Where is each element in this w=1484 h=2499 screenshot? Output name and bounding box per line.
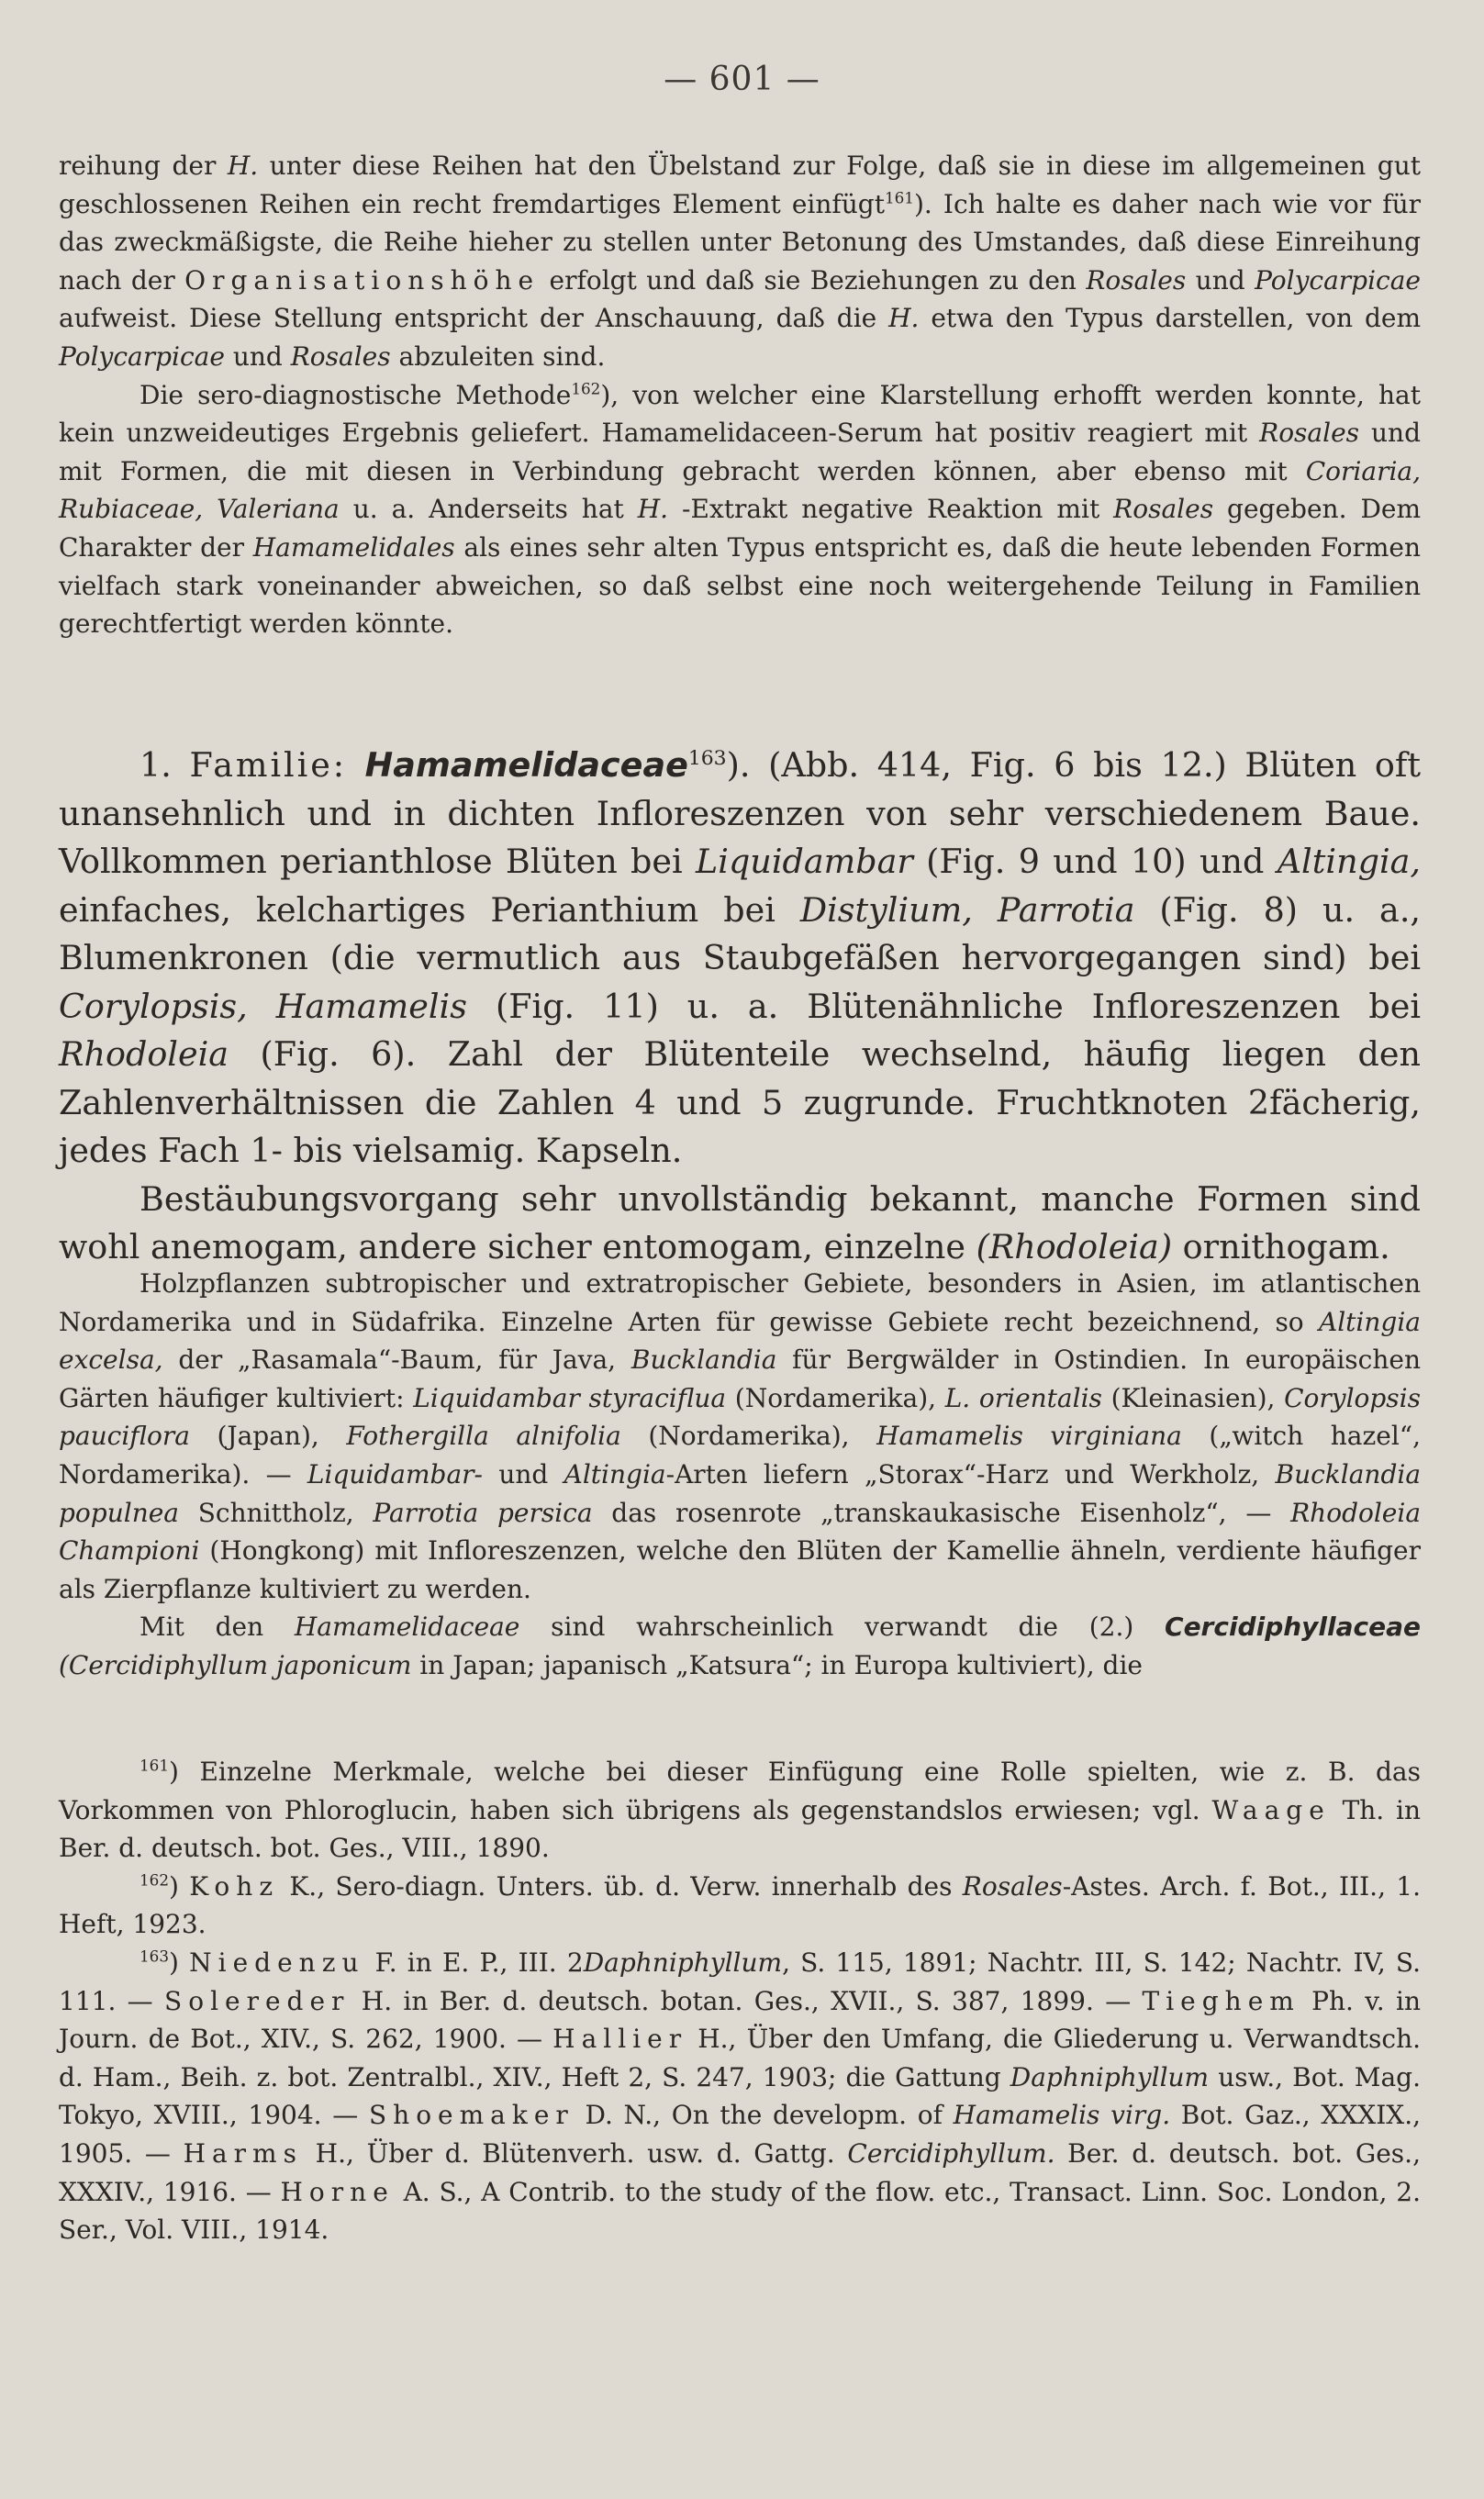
family-name: Hamamelidaceae [364,745,688,785]
paragraph-family-hamamelidaceae: 1. Familie: Hamamelidaceae$^{163}$). (Abb. 414, Fig. 6 bis 12.) Blüten oft unansehnlich und in dichten Infloreszenzen von sehr verschiedenem Baue. Vollkommen perianthlose Blüten bei Liquidambar (Fig. 9 und 10) und Altingia, einfaches, kelchartiges Perianthium bei Distylium, Parrotia (Fig. 8) u. a., Blumenkronen (die vermutlich aus Staubgefäßen hervorgegangen sind) bei Corylopsis, Hamamelis (Fig. 11) u. a. Blütenähnliche Infloreszenzen bei Rhodoleia (Fig. 6). Zahl der Blütenteile wechselnd, häufig liegen den Zahlenverhältnissen die Zahlen 4 und 5 zugrunde. Fruchtknoten 2fächerig, jedes Fach 1- bis vielsamig. Kapseln. [59,745,1422,1170]
family-label: Familie: [189,745,347,785]
paragraph-reihung: reihung der H. unter diese Reihen hat den Übelstand zur Folge, daß sie in diese im allgemeinen gut geschlossenen Reihen ein recht fremdartiges Element einfügt$^{161}$). Ich halte es daher nach wie vor für das zweckmäßigste, die Reihe hieher zu stellen unter Betonung des Umstandes, daß diese Einreihung nach der Organisationshöhe erfolgt und daß sie Beziehungen zu den Rosales und Polycarpicae aufweist. Diese Stellung entspricht der Anschauung, daß die H. etwa den Typus darstellen, von dem Polycarpicae und Rosales abzuleiten sind. [59,151,1421,372]
family-name-cercidiphyllaceae: Cercidiphyllaceae [1165,1612,1421,1643]
footnote-162: $^{162}$) Kohz K., Sero-diagn. Unters. üb. d. Verw. innerhalb des Rosales-Astes. Arch. f. Bot., III., 1. Heft, 1923. [59,1870,1422,1940]
intro-text-block [59,147,1421,643]
footnote-ref-163: 163 [687,746,727,770]
footnote-163: $^{163}$) Niedenzu F. in E. P., III. 2Daphniphyllum, S. 115, 1891; Nachtr. III, S. 142; Nachtr. IV, S. 111. — Solereder H. in Ber. d. deutsch. botan. Ges., XVII., S. 387, 1899. — Tieghem Ph. v. in Journ. de Bot., XIV., S. 262, 1900. — Hallier H., Über den Umfang, die Gliederung u. Verwandtsch. d. Ham., Beih. z. bot. Zentralbl., XIV., Heft 2, S. 247, 1903; die Gattung Daphniphyllum usw., Bot. Mag. Tokyo, XVIII., 1904. — Shoemaker D. N., On the developm. of Hamamelis virg. Bot. Gaz., XXXIX., 1905. — Harms H., Über d. Blütenverh. usw. d. Gattg. Cercidiphyllum. Ber. d. deutsch. bot. Ges., XXXIV., 1916. — Horne A. S., A Contrib. to the study of the flow. etc., Transact. Linn. Soc. London, 2. Ser., Vol. VIII., 1914. [59,1947,1422,2246]
footnote-161: $^{161}$) Einzelne Merkmale, welche bei dieser Einfügung eine Rolle spielten, wie z. B. das Vorkommen von Phloroglucin, haben sich übrigens als gegenstandslos erwiesen; vgl. Waage Th. in Ber. d. deutsch. bot. Ges., VIII., 1890. [59,1756,1421,1864]
paragraph-cercidiphyllaceae: Mit den Hamamelidaceae sind wahrscheinlich verwandt die (2.) Cercidiphyllaceae (Cercidiphyllum japonicum in Japan; japanisch „Katsura“; in Europa kultiviert), die [59,1612,1421,1680]
footnote-ref-161: 161 [884,188,914,207]
footnotes [59,1753,1421,2249]
footnote-ref-162: 162 [571,379,601,398]
page-number: — 601 — [664,61,820,98]
paragraph-pollination: Bestäubungsvorgang sehr unvollständig bekannt, manche Formen sind wohl anemogam, andere sicher entomogam, einzelne (Rhodoleia) ornithogam. [59,1178,1421,1266]
family-description-block [59,742,1421,1272]
paragraph-distribution: Holzpflanzen subtropischer und extratropischer Gebiete, besonders in Asien, im atlantischen Nordamerika und in Südafrika. Einzelne Arten für gewisse Gebiete recht bezeichnend, so Altingia excelsa, der „Rasamala“-Baum, für Java, Bucklandia für Bergwälder in Ostindien. In europäischen Gärten häufiger kultiviert: Liquidambar styraciflua (Nordamerika), L. orientalis (Kleinasien), Corylopsis pauciflora (Japan), Fothergilla alnifolia (Nordamerika), Hamamelis virginiana („witch hazel“, Nordamerika). — Liquidambar- und Altingia-Arten liefern „Storax“-Harz und Werkholz, Bucklandia populnea Schnittholz, Parrotia persica das rosenrote „transkaukasische Eisenholz“, — Rhodoleia Championi (Hongkong) mit Infloreszenzen, welche den Blüten der Kamellie ähneln, verdiente häufiger als Zierpflanze kultiviert zu werden. [59,1268,1422,1604]
distribution-text-block [59,1265,1421,1685]
paragraph-sero-diagnostic: Die sero-diagnostische Methode$^{162}$), von welcher eine Klarstellung erhofft werden konnte, hat kein unzweideutiges Ergebnis geliefert. Hamamelidaceen-Serum hat positiv reagiert mit Rosales und mit Formen, die mit diesen in Verbindung gebracht werden können, aber ebenso mit Coriaria, Rubiaceae, Valeriana u. a. Anderseits hat H. -Extrakt negative Reaktion mit Rosales gegeben. Dem Charakter der Hamamelidales als eines sehr alten Typus entspricht es, daß die heute lebenden Formen vielfach stark voneinander abweichen, so daß selbst eine noch weitergehende Teilung in Familien gerechtfertigt werden könnte. [59,379,1422,640]
